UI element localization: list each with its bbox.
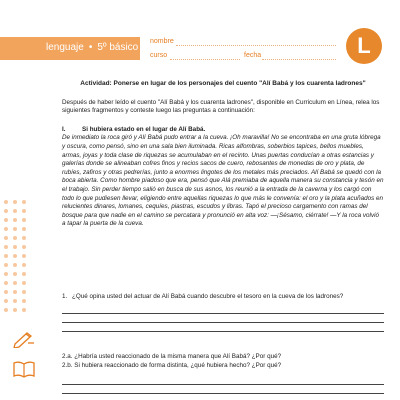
pencil-icon xyxy=(12,330,36,348)
question-1 xyxy=(62,293,384,300)
name-label: nombre xyxy=(150,38,174,45)
name-field[interactable] xyxy=(176,45,336,46)
instructions: Después de haber leído el cuento "Alí Babá y los cuarenta ladrones", disponible en Curriculum en Línea, relea los siguientes fragmentos y conteste luego las preguntas a continuación: xyxy=(62,98,380,115)
subject-label xyxy=(46,42,138,53)
question-1-answer-area[interactable] xyxy=(62,305,384,332)
question-2a-text: 2.a. ¿Habría usted reaccionado de la misma manera que Alí Babá? ¿Por qué? xyxy=(62,353,282,360)
subject-separator: • xyxy=(88,42,93,53)
question-2b-text: 2.b. Si hubiera reaccionado de forma distinta, ¿qué hubiera hecho? ¿Por qué? xyxy=(62,362,282,369)
grade-label: 5º básico xyxy=(97,42,139,53)
answer-line[interactable] xyxy=(62,393,384,394)
section-title: Si hubiera estado en el lugar de Alí Babá. xyxy=(82,125,206,133)
question-1-number: 1. xyxy=(62,293,68,300)
activity-title: Actividad: Ponerse en lugar de los personajes del cuento "Alí Babá y los cuarenta ladrones" xyxy=(80,80,366,87)
answer-line[interactable] xyxy=(62,313,384,314)
date-label: fecha xyxy=(244,52,262,59)
section-heading xyxy=(62,126,384,135)
course-label: curso xyxy=(150,52,168,59)
answer-line[interactable] xyxy=(62,322,384,323)
date-field[interactable] xyxy=(262,59,336,60)
margin-dots xyxy=(4,200,34,380)
worksheet-header xyxy=(0,0,400,62)
question-2 xyxy=(62,352,384,370)
question-2-answer-area[interactable] xyxy=(62,376,384,394)
answer-line[interactable] xyxy=(62,384,384,385)
question-1-text: ¿Qué opina usted del actuar de Alí Babá cuando descubre el tesoro en la cueva de los ladrones? xyxy=(72,293,344,300)
course-field[interactable] xyxy=(170,59,240,60)
story-excerpt: De inmediato la roca giró y Alí Babá pudo entrar a la cueva. ¡Oh maravilla! No se encontraba en una gruta lóbrega y oscura, como pensó, sino en una sala bien iluminada. Ricas alfombras, soberbios tapices, bellos muebles, armas, joyas y toda clase de riquezas se acumulaban en el recinto. Unas puertas conducían a otras estancias y galerías donde se alineaban cofres finos y recios sacos de cuero, rebosantes de monedas de oro y plata, de rubíes, zafiros y otras pedrerías, junto a enormes lingotes de los metales más preciados. Alí Babá se quedó con la boca abierta. Como hombre piadoso que era, pensó que Alá premiaba de aquella manera su constancia y tesón en el trabajo. Sin perder tiempo salió en busca de sus asnos, los reunió a la entrada de la caverna y los cargó con todo lo que pudiesen llevar, eligiendo entre aquellas riquezas lo que más le convenía: el oro y la plata acuñados en relucientes dinares, lomanes, cequíes, piastras, escudos y libras. Tapó el precioso cargamento con ramas del bosque para que nadie en el camino se percatara y pronunció en alta voz: —¡Sésamo, ciérrate! —Y la roca volvió a tapar la puerta de la cueva. xyxy=(62,134,384,228)
worksheet-content xyxy=(62,80,384,229)
book-icon xyxy=(12,360,36,378)
answer-line[interactable] xyxy=(62,331,384,332)
section-number: I. xyxy=(62,125,66,133)
subject-name: lenguaje xyxy=(46,42,84,53)
subject-logo: L xyxy=(346,28,382,64)
